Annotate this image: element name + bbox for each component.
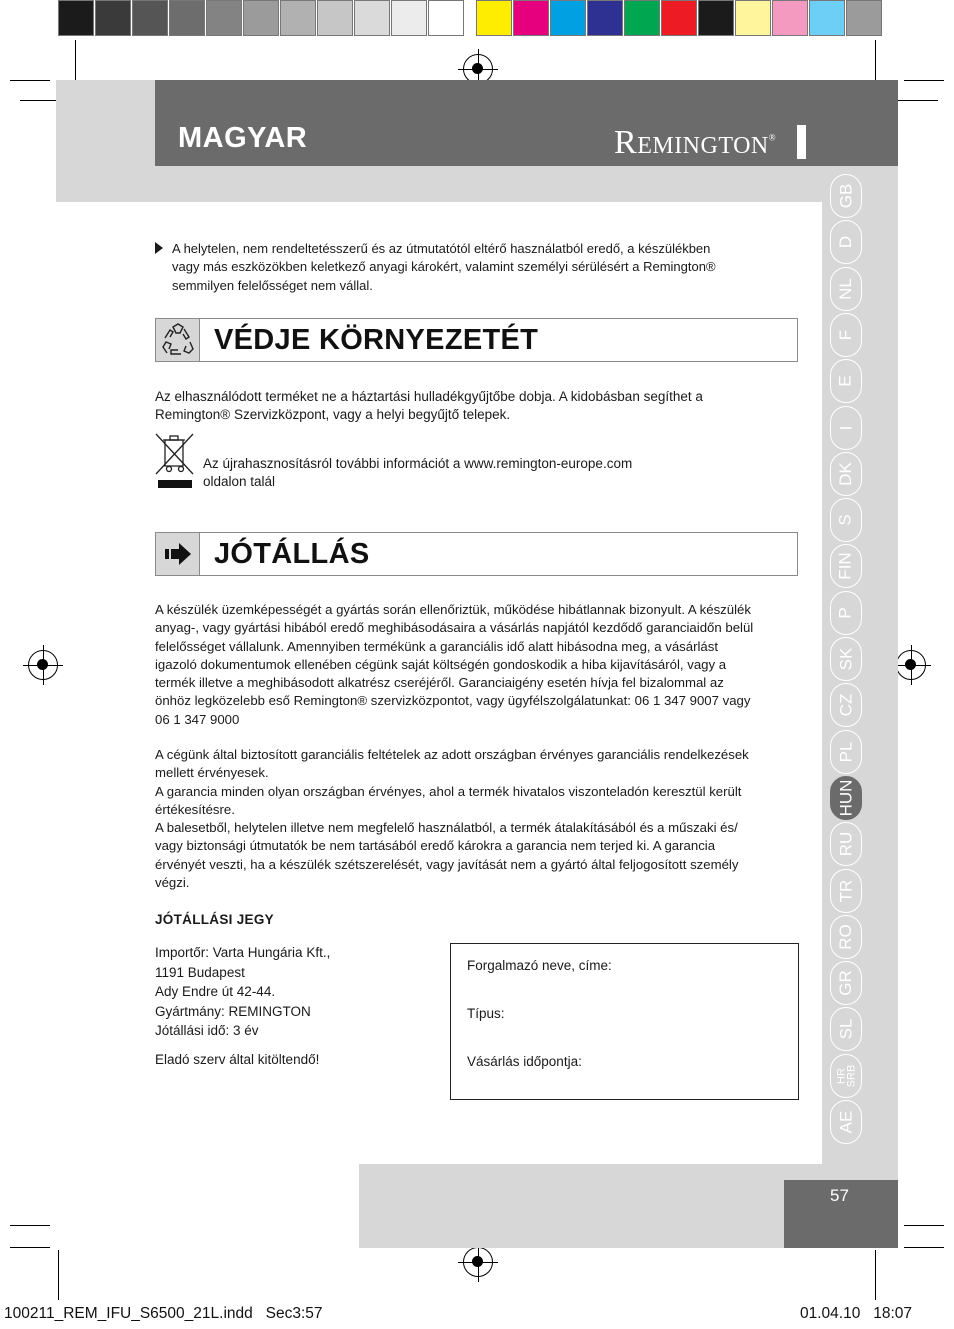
file-slug: 100211_REM_IFU_S6500_21L.indd Sec3:57 xyxy=(4,1305,323,1322)
lang-tab-label: S xyxy=(836,514,855,526)
color-swatch xyxy=(550,0,586,36)
page-number: 57 xyxy=(830,1186,849,1205)
crop-mark xyxy=(875,1250,876,1300)
warranty-section-header xyxy=(155,532,798,576)
importer-details xyxy=(155,943,330,1041)
registration-mark-icon xyxy=(463,1247,493,1277)
lang-tab-label: RO xyxy=(836,924,855,950)
lang-tab-sk[interactable] xyxy=(830,637,862,681)
color-swatch xyxy=(58,0,94,36)
color-swatch xyxy=(280,0,316,36)
text-line: 06 1 347 9000 xyxy=(155,711,240,727)
lang-tab-hun[interactable] xyxy=(830,776,862,820)
color-swatch xyxy=(465,0,475,36)
color-swatch xyxy=(132,0,168,36)
distributor-field-label: Forgalmazó neve, címe: xyxy=(467,958,612,973)
warranty-paragraph-2 xyxy=(155,746,749,892)
lang-tab-f[interactable] xyxy=(830,313,862,357)
lang-tab-ru[interactable] xyxy=(830,822,862,866)
lang-tab-dk[interactable] xyxy=(830,452,862,496)
lang-tab-label: RU xyxy=(836,831,855,857)
lang-tab-label: AE xyxy=(836,1110,855,1134)
lang-tab-label: NL xyxy=(835,277,855,300)
lang-tab-tr[interactable] xyxy=(830,869,862,913)
text-line: vagy biztonsági útmutatók be nem tartásából eredő károkra a garancia nem terjed ki. A garancia xyxy=(155,838,716,854)
lang-tab-label: SK xyxy=(836,647,855,671)
color-swatch xyxy=(846,0,882,36)
text-line: termék illetve a meghibásodott alkatrész cseréjéről. Garanciaigény esetén hívja fel bizalommal az xyxy=(155,675,724,691)
color-swatch xyxy=(587,0,623,36)
lang-tab-label: GR xyxy=(836,970,855,996)
lang-tab-label: DK xyxy=(836,461,855,486)
text-line: 1191 Budapest xyxy=(155,964,245,980)
text-line: érvényét veszti, ha a készülék szétszerelését, vagy javítását nem a gyártó által feljogosított személy xyxy=(155,856,739,872)
color-swatch xyxy=(354,0,390,36)
recycle-icon xyxy=(156,319,200,361)
lang-tab-ro[interactable] xyxy=(830,915,862,959)
arrow-right-icon xyxy=(156,533,200,575)
warranty-form-card xyxy=(450,943,799,1100)
crossed-bin-icon xyxy=(155,432,195,490)
lang-tab-gr[interactable] xyxy=(830,961,862,1005)
print-color-bar xyxy=(58,0,883,38)
lang-tab-sl[interactable] xyxy=(830,1007,862,1051)
lang-tab-p[interactable] xyxy=(830,591,862,635)
lang-tab-label: HUN xyxy=(836,779,855,817)
warranty-card-heading: JÓTÁLLÁSI JEGY xyxy=(155,912,274,927)
text-line: mellett érvényesek. xyxy=(155,765,269,781)
lang-tab-hr-srb[interactable] xyxy=(830,1054,862,1098)
lang-tab-fin[interactable] xyxy=(830,544,862,588)
lang-tab-ae[interactable] xyxy=(830,1100,862,1144)
warranty-title: JÓTÁLLÁS xyxy=(214,538,370,570)
lang-tab-label: CZ xyxy=(835,693,855,717)
page-title: MAGYAR xyxy=(178,122,308,154)
color-swatch xyxy=(206,0,242,36)
crop-mark xyxy=(10,80,50,81)
environment-paragraph: Az elhasználódott terméket ne a háztartási hulladékgyűjtőbe dobja. A kidobásban segíthet a Remington® Szervizközpont, vagy a helyi begyűjtő telepek. xyxy=(155,389,703,423)
color-swatch xyxy=(476,0,512,36)
lang-tab-label: PL xyxy=(835,741,855,762)
color-swatch xyxy=(428,0,464,36)
lang-tab-cz[interactable] xyxy=(830,683,862,727)
crop-mark xyxy=(898,100,938,101)
seller-note: Eladó szerv által kitöltendő! xyxy=(155,1052,320,1067)
intro-bullet-text: A helytelen, nem rendeltetésszerű és az útmutatótól eltérő használatból eredő, a készülékben vagy más eszközökben keletkező anyagi károkért, valamint személyi sérülésért a Remington® semmilyen felelősséget nem vállal. xyxy=(172,241,716,293)
warranty-paragraph-1 xyxy=(155,601,753,729)
type-field-label: Típus: xyxy=(467,1006,505,1021)
lang-tab-label: HR SRB xyxy=(835,1064,857,1087)
color-swatch xyxy=(735,0,771,36)
text-line: önhöz legközelebb eső Remington® szervizközpontot, vagy ügyfélszolgálatunkat: 06 1 347 9007 vagy xyxy=(155,693,751,709)
text-line: Ady Endre út 42-44. xyxy=(155,984,276,999)
color-swatch xyxy=(661,0,697,36)
lang-tab-label: F xyxy=(835,329,855,341)
text-line: Gyártmány: REMINGTON xyxy=(155,1003,311,1019)
lang-tab-gb[interactable] xyxy=(830,174,862,218)
text-line: A cégünk által biztosított garanciális feltételek az adott országban érvényes garanciális rendelkezések xyxy=(155,747,749,762)
crop-mark xyxy=(75,40,76,80)
text-line: végzi. xyxy=(155,875,190,891)
color-swatch xyxy=(243,0,279,36)
lang-tab-label: GB xyxy=(836,183,855,209)
color-swatch xyxy=(513,0,549,36)
lang-tab-s[interactable] xyxy=(830,498,862,542)
color-swatch xyxy=(698,0,734,36)
crop-mark xyxy=(10,1247,50,1248)
crop-mark xyxy=(904,80,944,81)
lang-tab-label: D xyxy=(836,236,855,249)
text-line: igazoló dokumentumok ellenében cégünk saját költségén gondoskodik a hiba kijavításáról, vagy a xyxy=(155,656,727,672)
lang-tab-label: P xyxy=(836,607,855,619)
lang-tab-label: TR xyxy=(835,879,855,902)
crop-mark xyxy=(20,100,60,101)
text-line: Jótállási idő: 3 év xyxy=(155,1023,259,1038)
color-swatch xyxy=(772,0,808,36)
color-swatch xyxy=(95,0,131,36)
environment-section-header xyxy=(155,318,798,362)
color-swatch xyxy=(809,0,845,36)
lang-tab-label: SL xyxy=(835,1018,855,1040)
text-line: A balesetből, helytelen illetve nem megfelelő használatból, a termék átalakításából és a műszaki és/ xyxy=(155,820,738,836)
color-swatch xyxy=(391,0,427,36)
crop-mark xyxy=(875,40,876,80)
brand-bar xyxy=(797,125,806,159)
registration-mark-icon xyxy=(896,650,926,680)
brand-logo: REMINGTON® xyxy=(614,124,777,161)
color-swatch xyxy=(317,0,353,36)
bullet-arrow-icon xyxy=(155,242,163,254)
date-slug: 01.04.10 18:07 xyxy=(800,1305,913,1322)
lang-tab-pl[interactable] xyxy=(830,730,862,774)
text-line: felelősséget vállalunk. Amennyiben termékünk a garanciális idő alatt hibásodna meg, a vásárlást xyxy=(155,638,718,654)
lang-tab-label: FIN xyxy=(835,552,855,581)
crop-mark xyxy=(904,1225,944,1226)
text-line: értékesítésre. xyxy=(155,801,235,817)
lang-tab-label: I xyxy=(835,425,855,430)
color-swatch xyxy=(624,0,660,36)
text-line: A garancia minden olyan országban érvényes, ahol a termék hivatalos viszonteladón keresztül került xyxy=(155,783,742,799)
lang-tab-e[interactable] xyxy=(830,359,862,403)
text-line: anyag-, vagy gyártási hibából eredő meghibásodásaira a vásárlás napjától kezdődő garanciaidőn belül xyxy=(155,620,754,636)
text-line: A készülék üzemképességét a gyártás során ellenőriztük, működése hibátlannak bizonyult. A készülék xyxy=(155,602,751,617)
text-line: Importőr: Varta Hungária Kft., xyxy=(155,945,331,960)
environment-title: VÉDJE KÖRNYEZETÉT xyxy=(214,324,539,356)
lang-tab-i[interactable] xyxy=(830,406,862,450)
lang-tab-label: E xyxy=(836,375,855,387)
crop-mark xyxy=(10,1225,50,1226)
purchase-date-field-label: Vásárlás időpontja: xyxy=(467,1054,582,1069)
lang-tab-nl[interactable] xyxy=(830,267,862,311)
recycling-info-text: Az újrahasznosításról további információt a www.remington-europe.com oldalon talál xyxy=(203,456,633,490)
crop-mark xyxy=(904,1247,944,1248)
lang-tab-d[interactable] xyxy=(830,220,862,264)
color-swatch xyxy=(169,0,205,36)
registration-mark-icon xyxy=(28,650,58,680)
crop-mark xyxy=(58,1250,59,1300)
